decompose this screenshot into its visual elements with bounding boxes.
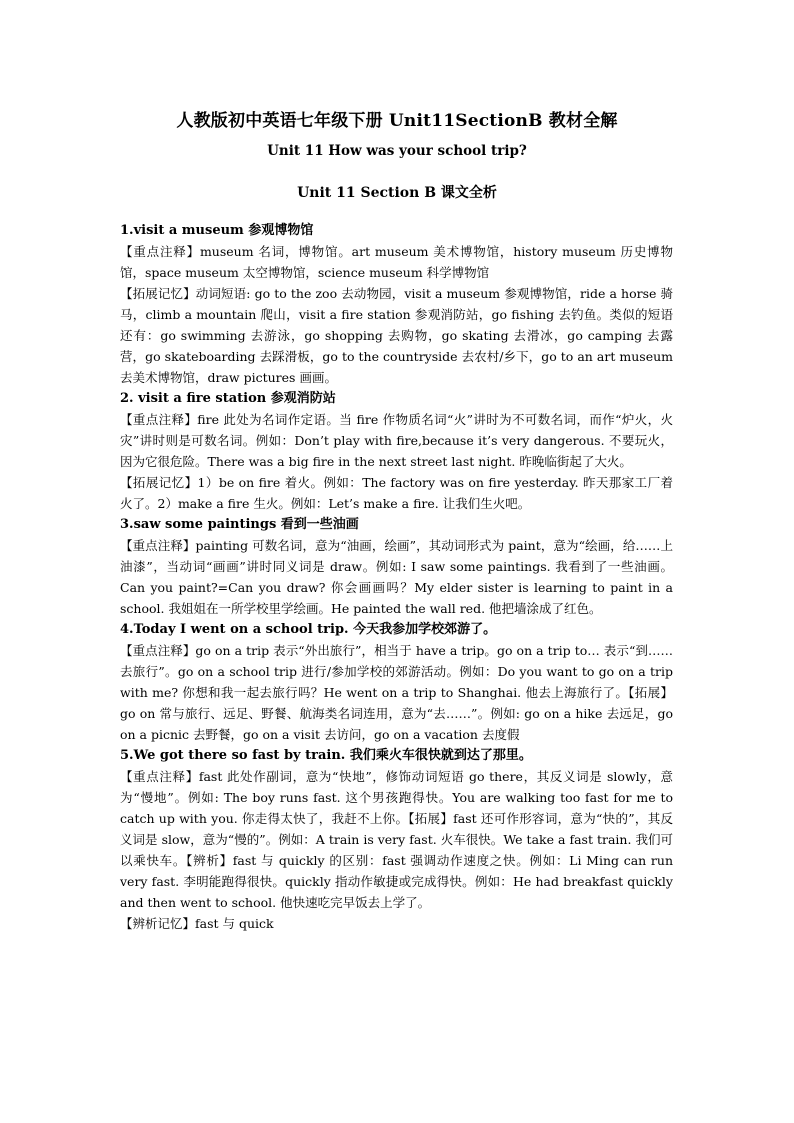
point-heading: 2. visit a fire station 参观消防站 [120, 391, 336, 406]
document-title: 人教版初中英语七年级下册 Unit11SectionB 教材全解 [176, 111, 618, 131]
note-paragraph: 【重点注释】fast 此处作副词，意为“快地”，修饰动词短语 go there，其反义词是 slowly，意为“慢地”。例如: The boy runs fast. 这个男孩跑得快。You are walking too fast for me to catch up with you. 你走得太快了，我赶不上你。【拓展】fast 还可作形容词，意为“快的”，其反义词是 slow，意为“慢的”。例如：A train is very fast. 火车很快。We take a fast train. 我们可以乘快车。【辨析】fast 与 quickly 的区别：fast 强调动作速度之快。例如：Li Ming can run very fast. 李明能跑得很快。quickly 指动作敏捷或完成得快。例如：He had breakfast quickly and then went to school. 他快速吃完早饭去上学了。 [120, 769, 673, 910]
note-paragraph: 【拓展记忆】1）be on fire 着火。例如：The factory was on fire yesterday. 昨天那家工厂着火了。2）make a fire 生火。例如：Let’s make a fire. 让我们生火吧。 [120, 475, 673, 511]
section-title: Unit 11 Section B 课文全析 [297, 185, 497, 201]
document-subtitle: Unit 11 How was your school trip? [267, 143, 527, 159]
document-body [120, 220, 673, 934]
point-heading: 4.Today I went on a school trip. 今天我参加学校郊游了。 [120, 622, 497, 637]
note-paragraph: 【重点注释】painting 可数名词，意为“油画，绘画”，其动词形式为 paint，意为“绘画，给……上油漆”，当动词“画画”讲时同义词是 draw。例如: I saw some paintings. 我看到了一些油画。Can you paint?=Can you draw? 你会画画吗？My elder sister is learning to paint in a school. 我姐姐在一所学校里学绘画。He painted the wall red. 他把墙涂成了红色。 [120, 538, 673, 616]
point-heading: 3.saw some paintings 看到一些油画 [120, 517, 359, 532]
note-paragraph: 【重点注释】fire 此处为名词作定语。当 fire 作物质名词“火”讲时为不可数名词，而作“炉火，火灾”讲时则是可数名词。例如：Don’t play with fire,because it’s very dangerous. 不要玩火，因为它很危险。There was a big fire in the next street last night. 昨晚临街起了大火。 [120, 412, 673, 469]
note-paragraph: 【重点注释】go on a trip 表示“外出旅行”，相当于 have a trip。go on a trip to… 表示“到……去旅行”。go on a school trip 进行/参加学校的郊游活动。例如：Do you want to go on a trip with me? 你想和我一起去旅行吗？He went on a trip to Shanghai. 他去上海旅行了。【拓展】go on 常与旅行、远足、野餐、航海类名词连用，意为“去……”。例如: go on a hike 去远足，go on a picnic 去野餐，go on a visit 去访问，go on a vacation 去度假 [120, 643, 673, 742]
note-paragraph: 【辨析记忆】fast 与 quick [120, 916, 274, 931]
point-heading: 1.visit a museum 参观博物馆 [120, 223, 314, 238]
note-paragraph: 【重点注释】museum 名词，博物馆。art museum 美术博物馆，history museum 历史博物馆，space museum 太空博物馆，science museum 科学博物馆 [120, 244, 673, 280]
point-heading: 5.We got there so fast by train. 我们乘火车很快就到达了那里。 [120, 748, 532, 763]
note-paragraph: 【拓展记忆】动词短语: go to the zoo 去动物园，visit a museum 参观博物馆，ride a horse 骑马，climb a mountain 爬山，visit a fire station 参观消防站，go fishing 去钓鱼。类似的短语还有：go swimming 去游泳，go shopping 去购物，go skating 去滑冰，go camping 去露营，go skateboarding 去踩滑板，go to the countryside 去农村/乡下，go to an art museum 去美术博物馆，draw pictures 画画。 [120, 286, 673, 385]
